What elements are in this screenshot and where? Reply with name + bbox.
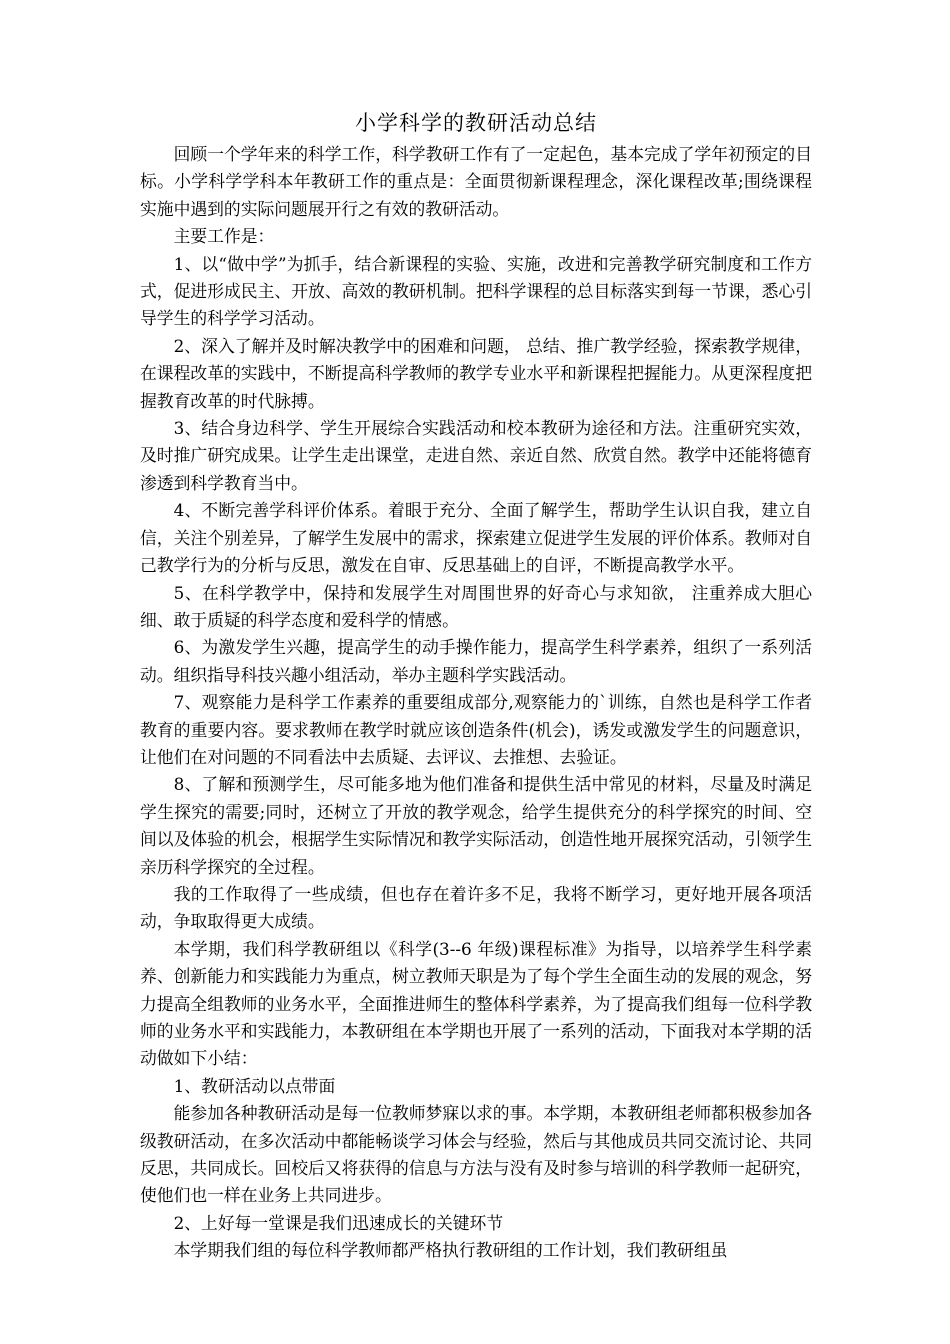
paragraph-item-1: 1、以“做中学”为抓手，结合新课程的实验、实施，改进和完善教学研究制度和工作方式，促进形成民主、开放、高效的教研机制。把科学课程的总目标落实到每一节课，悉心引导学生的科学学习活动。: [140, 253, 812, 329]
paragraph-research-activities: 能参加各种教研活动是每一位教师梦寐以求的事。本学期，本教研组老师都积极参加各级教研活动，在多次活动中都能畅谈学习体会与经验，然后与其他成员共同交流讨论、共同反思，共同成长。回校后又将获得的信息与方法与没有及时参与培训的科学教师一起研究，使他们也一样在业务上共同进步。: [140, 1103, 812, 1206]
document-title: 小学科学的教研活动总结: [355, 111, 597, 135]
paragraph-item-6: 6、为激发学生兴趣，提高学生的动手操作能力，提高学生科学素养，组织了一系列活动。组织指导科技兴趣小组活动，举办主题科学实践活动。: [140, 637, 812, 685]
paragraph-lessons: 本学期我们组的每位科学教师都严格执行教研组的工作计划，我们教研组虽: [173, 1240, 728, 1261]
paragraph-item-5: 5、在科学教学中，保持和发展学生对周围世界的好奇心与求知欲， 注重养成大胆心细、敢于质疑的科学态度和爱科学的情感。: [140, 582, 812, 630]
paragraph-item-3: 3、结合身边科学、学生开展综合实践活动和校本教研为途径和方法。注重研究实效，及时推广研究成果。让学生走出课堂，走进自然、亲近自然、欣赏自然。教学中还能将德育渗透到科学教育当中。: [140, 418, 812, 493]
paragraph-item-7: 7、观察能力是科学工作素养的重要组成部分,观察能力的`训练，自然也是科学工作者教育的重要内容。要求教师在教学时就应该创造条件(机会)，诱发或激发学生的问题意识，让他们在对问题的不同看法中去质疑、去评议、去推想、去验证。: [140, 692, 812, 767]
paragraph-item-2: 2、深入了解并及时解决教学中的困难和问题， 总结、推广教学经验，探索教学规律，在课程改革的实践中，不断提高科学教师的教学专业水平和新课程把握能力。从更深程度把握教育改革的时代脉搏。: [140, 335, 812, 411]
paragraph-main-work-heading: 主要工作是：: [173, 226, 275, 247]
paragraph-intro: 回顾一个学年来的科学工作，科学教研工作有了一定起色，基本完成了学年初预定的目标。小学科学学科本年教研工作的重点是：全面贯彻新课程理念，深化课程改革;围绕课程实施中遇到的实际问题展开行之有效的教研活动。: [140, 144, 812, 219]
document-body: [140, 108, 812, 1265]
paragraph-semester-summary: 本学期，我们科学教研组以《科学(3--6 年级)课程标准》为指导，以培养学生科学素养、创新能力和实践能力为重点，树立教师天职是为了每个学生全面生动的发展的观念，努力提高全组教师的业务水平，全面推进师生的整体科学素养，为了提高我们组每一位科学教师的业务水平和实践能力，本教研组在本学期也开展了一系列的活动，下面我对本学期的活动做如下小结：: [140, 938, 812, 1069]
paragraph-reflection: 我的工作取得了一些成绩，但也存在着许多不足，我将不断学习，更好地开展各项活动，争取取得更大成绩。: [140, 883, 812, 932]
paragraph-item-4: 4、不断完善学科评价体系。着眼于充分、全面了解学生，帮助学生认识自我，建立自信，关注个别差异，了解学生发展中的需求，探索建立促进学生发展的评价体系。教师对自己教学行为的分析与反思，激发在自审、反思基础上的自评，不断提高教学水平。: [140, 500, 812, 576]
paragraph-subheading-1: 1、教研活动以点带面: [173, 1075, 336, 1096]
paragraph-item-8: 8、了解和预测学生，尽可能多地为他们准备和提供生活中常见的材料，尽量及时满足学生探究的需要;同时，还树立了开放的教学观念，给学生提供充分的科学探究的时间、空间以及体验的机会，根据学生实际情况和教学实际活动，创造性地开展探究活动，引领学生亲历科学探究的全过程。: [140, 774, 812, 877]
paragraph-subheading-2: 2、上好每一堂课是我们迅速成长的关键环节: [173, 1212, 504, 1233]
